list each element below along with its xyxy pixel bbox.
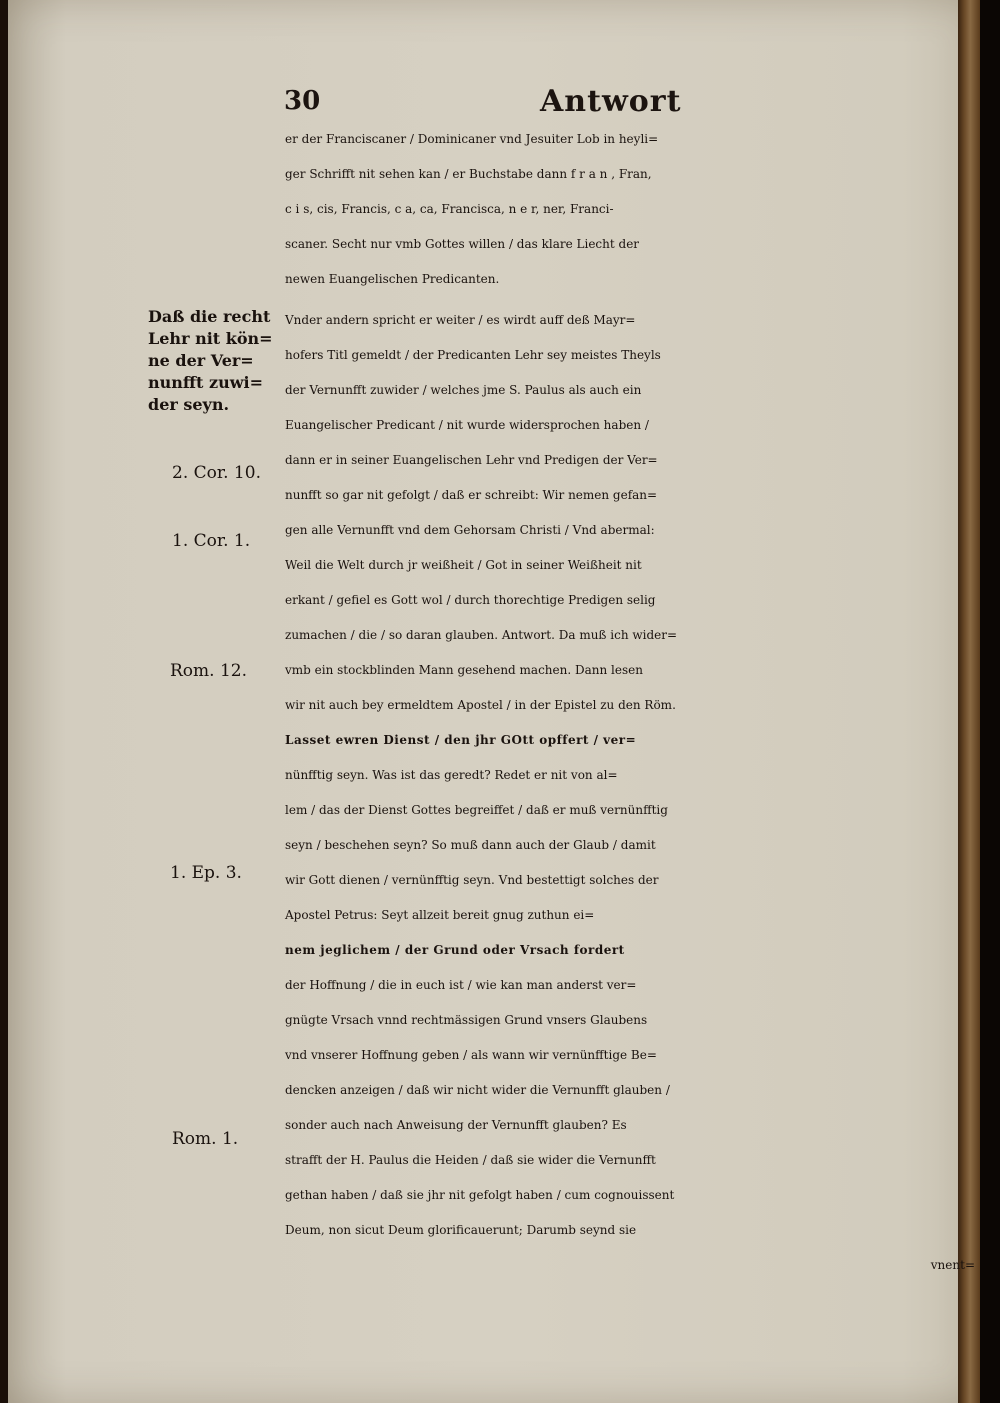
text-line: wir Gott dienen / vernünfftig seyn. Vnd bestettigt solches der — [285, 873, 659, 887]
text-line: Apostel Petrus: Seyt allzeit bereit gnug zuthun ei= — [285, 908, 595, 922]
body-text — [285, 122, 985, 1283]
text-line-emphasis: nem jeglichem / der Grund oder Vrsach fordert — [285, 943, 625, 957]
text-line: Deum, non sicut Deum glorificauerunt; Darumb seynd sie — [285, 1223, 637, 1237]
catchword: vnent= — [930, 1258, 975, 1272]
marginal-note-line: Lehr nit kön= — [148, 329, 273, 348]
margin-reference: 1. Ep. 3. — [170, 863, 242, 883]
text-line: strafft der H. Paulus die Heiden / daß sie wider die Vernunfft — [285, 1153, 656, 1167]
text-line: gethan haben / daß sie jhr nit gefolgt haben / cum cognouissent — [285, 1188, 675, 1202]
text-line: vmb ein stockblinden Mann gesehend machen. Dann lesen — [285, 663, 643, 677]
text-line: der Hoffnung / die in euch ist / wie kan man anderst ver= — [285, 978, 637, 992]
text-line: c i s, cis, Francis, c a, ca, Francisca, n e r, ner, Franci- — [285, 202, 614, 216]
text-line: gen alle Vernunfft vnd dem Gehorsam Christi / Vnd abermal: — [285, 523, 655, 537]
marginal-note-line: der seyn. — [148, 395, 230, 414]
margin-reference: 2. Cor. 10. — [172, 463, 261, 483]
text-line: erkant / gefiel es Gott wol / durch thorechtige Predigen selig — [285, 593, 656, 607]
margin-reference: 1. Cor. 1. — [172, 531, 251, 551]
text-line: sonder auch nach Anweisung der Vernunfft glauben? Es — [285, 1118, 627, 1132]
margin-reference: Rom. 1. — [172, 1129, 239, 1149]
text-line: ger Schrifft nit sehen kan / er Buchstabe dann f r a n , Fran, — [285, 167, 652, 181]
text-line: nunfft so gar nit gefolgt / daß er schreibt: Wir nemen gefan= — [285, 488, 658, 502]
text-line: lem / das der Dienst Gottes begreiffet / daß er muß vernünfftig — [285, 803, 668, 817]
text-line: seyn / beschehen seyn? So muß dann auch der Glaub / damit — [285, 838, 656, 852]
text-line: gnügte Vrsach vnnd rechtmässigen Grund vnsers Glaubens — [285, 1013, 648, 1027]
text-line: er der Franciscaner / Dominicaner vnd Jesuiter Lob in heyli= — [285, 132, 659, 146]
text-line: newen Euangelischen Predicanten. — [285, 272, 500, 286]
text-line: zumachen / die / so daran glauben. Antwort. Da muß ich wider= — [285, 628, 678, 642]
text-line: hofers Titl gemeldt / der Predicanten Lehr sey meistes Theyls — [285, 348, 661, 362]
text-line: Vnder andern spricht er weiter / es wirdt auff deß Mayr= — [285, 313, 636, 327]
marginal-note — [148, 306, 273, 416]
marginal-note-line: nunfft zuwi= — [148, 373, 263, 392]
marginal-note-line: ne der Ver= — [148, 351, 254, 370]
text-line-emphasis: Lasset ewren Dienst / den jhr GOtt opffert / ver= — [285, 733, 637, 747]
text-line: scaner. Secht nur vmb Gottes willen / das klare Liecht der — [285, 237, 640, 251]
text-line: Weil die Welt durch jr weißheit / Got in seiner Weißheit nit — [285, 558, 642, 572]
running-head: Antwort — [540, 84, 682, 119]
margin-reference: Rom. 12. — [170, 661, 247, 681]
text-line: vnd vnserer Hoffnung geben / als wann wir vernünfftige Be= — [285, 1048, 657, 1062]
text-line: dencken anzeigen / daß wir nicht wider die Vernunfft glauben / — [285, 1083, 670, 1097]
text-line: nünfftig seyn. Was ist das geredt? Redet er nit von al= — [285, 768, 618, 782]
text-line: der Vernunfft zuwider / welches jme S. Paulus als auch ein — [285, 383, 642, 397]
text-line: Euangelischer Predicant / nit wurde widersprochen haben / — [285, 418, 649, 432]
marginal-note-line: Daß die recht — [148, 307, 271, 326]
text-line: dann er in seiner Euangelischen Lehr vnd Predigen der Ver= — [285, 453, 658, 467]
page-number: 30 — [284, 86, 321, 116]
page-header — [280, 82, 680, 122]
text-line: wir nit auch bey ermeldtem Apostel / in der Epistel zu den Röm. — [285, 698, 676, 712]
